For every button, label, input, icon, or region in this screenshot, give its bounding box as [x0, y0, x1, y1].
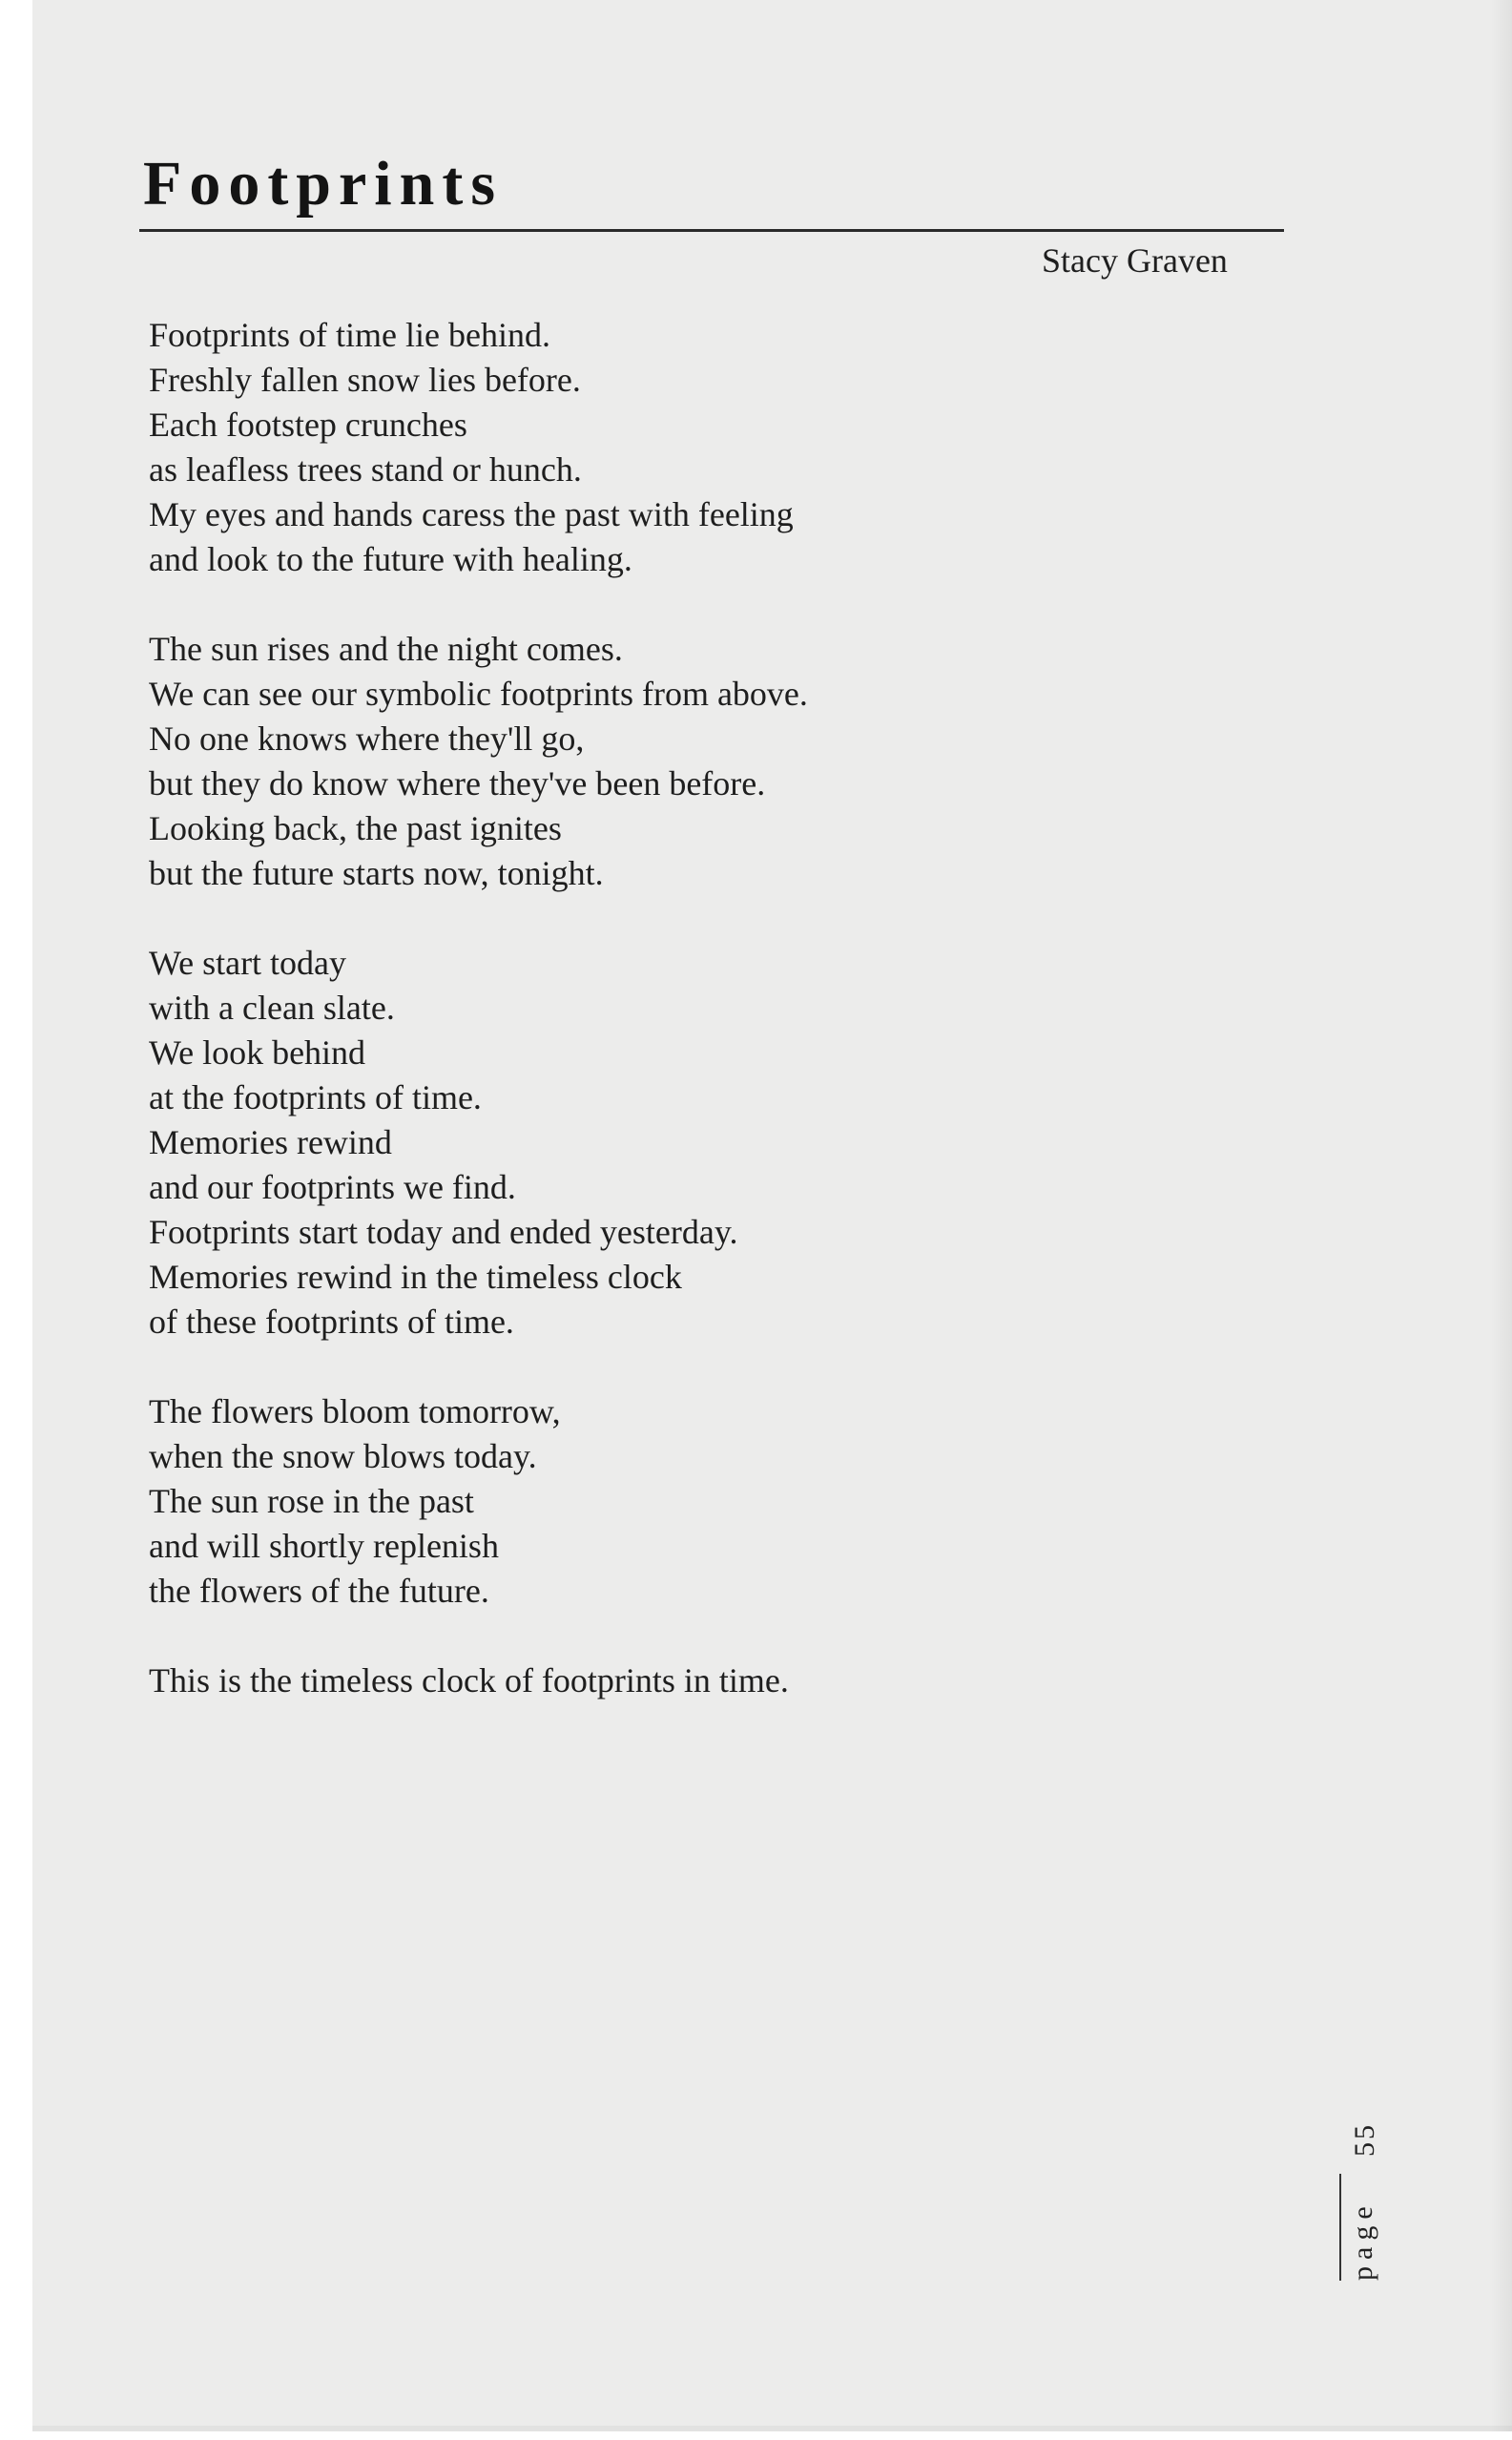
poem-author: Stacy Graven	[1042, 241, 1228, 280]
page-number: 55	[1349, 2122, 1380, 2157]
poem-title: Footprints	[143, 149, 503, 219]
poem-line: Freshly fallen snow lies before.	[149, 361, 581, 399]
poem-line: and will shortly replenish	[149, 1527, 499, 1565]
poem-line: The sun rises and the night comes.	[149, 630, 623, 668]
poem-line: and look to the future with healing.	[149, 540, 632, 578]
poem-line: My eyes and hands caress the past with feeling	[149, 495, 794, 533]
poem-line: when the snow blows today.	[149, 1437, 537, 1475]
stanza	[149, 1389, 1103, 1614]
poem-line: and our footprints we find.	[149, 1168, 516, 1206]
poem-line: the flowers of the future.	[149, 1572, 489, 1610]
poem-line: Footprints of time lie behind.	[149, 316, 550, 354]
page-edge-shadow	[1491, 0, 1512, 2431]
poem-line: with a clean slate.	[149, 989, 395, 1027]
poem-line: The sun rose in the past	[149, 1482, 474, 1520]
page-label: page	[1347, 2200, 1378, 2281]
stanza	[149, 1658, 1103, 1703]
poem-line: as leafless trees stand or hunch.	[149, 450, 582, 489]
poem-line: We can see our symbolic footprints from above.	[149, 675, 808, 713]
poem-line: of these footprints of time.	[149, 1303, 514, 1341]
stanza	[149, 313, 1103, 582]
page-marker-rule	[1339, 2174, 1341, 2281]
poem-line: We start today	[149, 944, 347, 982]
poem-line: but the future starts now, tonight.	[149, 854, 604, 892]
poem-line: Looking back, the past ignites	[149, 809, 562, 847]
stanza	[149, 627, 1103, 896]
page-bottom-edge	[32, 2426, 1512, 2431]
poem-line: Memories rewind in the timeless clock	[149, 1258, 682, 1296]
poem-line: No one knows where they'll go,	[149, 719, 585, 758]
poem-line: Each footstep crunches	[149, 406, 467, 444]
poem-line: The flowers bloom tomorrow,	[149, 1392, 561, 1430]
poem-line: Memories rewind	[149, 1123, 392, 1161]
page-marker	[1311, 2099, 1397, 2281]
title-underline	[139, 229, 1284, 232]
poem-line: Footprints start today and ended yesterday.	[149, 1213, 738, 1251]
book-page	[32, 0, 1512, 2431]
poem-line: This is the timeless clock of footprints in time.	[149, 1661, 789, 1700]
page-content	[32, 0, 1512, 2431]
stanza	[149, 941, 1103, 1345]
poem-line: but they do know where they've been before.	[149, 764, 766, 803]
poem-line: We look behind	[149, 1033, 366, 1072]
page-marker-rotated	[1311, 2099, 1397, 2281]
poem-body	[149, 313, 1103, 1748]
poem-line: at the footprints of time.	[149, 1078, 482, 1116]
